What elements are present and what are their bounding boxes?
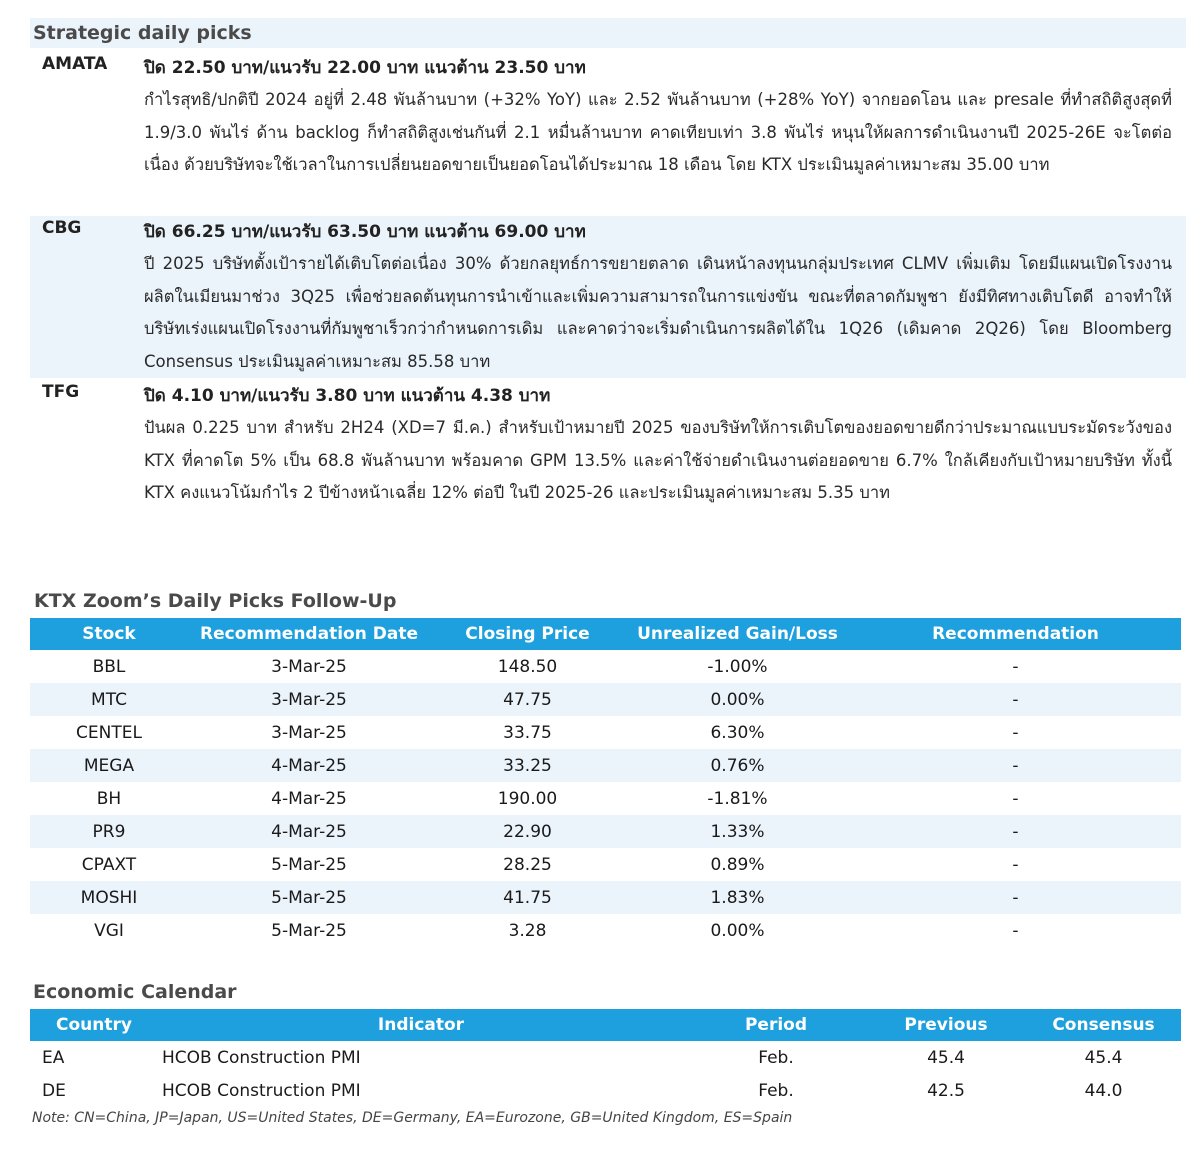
cell-price: 148.50 — [497, 656, 558, 677]
cell-date: 4-Mar-25 — [188, 749, 430, 782]
table-header-row — [30, 1009, 1181, 1041]
cell-gain-loss: -1.81% — [707, 788, 768, 809]
cell-recommendation: - — [1012, 854, 1019, 875]
cell-stock: VGI — [94, 920, 124, 941]
cell-stock: BH — [96, 788, 122, 809]
cell-recommendation: - — [1012, 920, 1019, 941]
cell-indicator: HCOB Construction PMI — [162, 1080, 361, 1101]
cell-previous: 45.4 — [927, 1047, 965, 1068]
pick-body: ปันผล 0.225 บาท สำหรับ 2H24 (XD=7 มี.ค.) สำหรับเป้าหมายปี 2025 ของบริษัทให้การเติบโตของยอดขายดีกว่าประมาณแบบระมัดระวังของ KTX ที่คาดโต 5% เป็น 68.8 พันล้านบาท พร้อมคาด GPM 13.5% และค่าใช้จ่ายดำเนินงานต่อยอดขาย 6.7% ใกล้เคียงกับเป้าหมายบริษัท ทั้งนี้ KTX คงแนวโน้มกำไร 2 ปีข้างหน้าเฉลี่ย 12% ต่อปี ในปี 2025-26 และประเมินมูลค่าเหมาะสม 5.35 บาท — [144, 418, 1172, 503]
pick-ticker: CBG — [42, 218, 82, 238]
table-row — [30, 683, 1181, 716]
table-header-row — [30, 618, 1181, 650]
calendar-title: Economic Calendar — [33, 981, 237, 1003]
col-header-recommendation: Recommendation — [850, 618, 1181, 650]
picks-section-title: Strategic daily picks — [30, 18, 1186, 48]
cell-price: 47.75 — [430, 683, 625, 716]
cell-gain-loss: 0.00% — [625, 683, 850, 716]
table-row — [30, 1041, 1181, 1074]
cell-stock: CPAXT — [81, 854, 137, 875]
cell-price: 41.75 — [430, 881, 625, 914]
cell-recommendation: - — [1012, 722, 1019, 743]
cell-indicator: HCOB Construction PMI — [162, 1047, 361, 1068]
cell-recommendation: - — [850, 683, 1181, 716]
footnote: Note: CN=China, JP=Japan, US=United States, DE=Germany, EA=Eurozone, GB=United Kingdom, ES=Spain — [32, 1110, 793, 1126]
pick-ticker: AMATA — [42, 54, 108, 74]
cell-stock: BBL — [92, 656, 126, 677]
table-row — [30, 1074, 1181, 1107]
cell-date: 4-Mar-25 — [188, 815, 430, 848]
table-row — [30, 914, 1181, 947]
cell-stock: MEGA — [30, 749, 188, 782]
table-row — [30, 716, 1181, 749]
col-header-indicator: Indicator — [156, 1009, 686, 1041]
cell-stock: PR9 — [30, 815, 188, 848]
calendar-table — [30, 1009, 1181, 1107]
cell-stock: MOSHI — [30, 881, 188, 914]
cell-date: 3-Mar-25 — [271, 722, 347, 743]
col-header-consensus: Consensus — [1026, 1009, 1181, 1041]
followup-table — [30, 618, 1181, 947]
cell-gain-loss: 1.33% — [625, 815, 850, 848]
col-header-previous: Previous — [866, 1009, 1026, 1041]
col-header-period: Period — [686, 1009, 866, 1041]
cell-gain-loss: 1.83% — [625, 881, 850, 914]
cell-recommendation: - — [1012, 788, 1019, 809]
cell-date: 3-Mar-25 — [188, 683, 430, 716]
cell-price: 33.75 — [503, 722, 552, 743]
cell-date: 3-Mar-25 — [271, 656, 347, 677]
table-row — [30, 815, 1181, 848]
cell-consensus: 45.4 — [1084, 1047, 1123, 1068]
cell-country: DE — [42, 1080, 66, 1101]
cell-recommendation: - — [850, 881, 1181, 914]
cell-gain-loss: 0.76% — [625, 749, 850, 782]
cell-price: 33.25 — [430, 749, 625, 782]
pick-headline: ปิด 4.10 บาท/แนวรับ 3.80 บาท แนวต้าน 4.38 บาท — [144, 386, 551, 406]
pick-cbg — [30, 216, 1186, 378]
pick-ticker: TFG — [42, 382, 80, 402]
cell-date: 5-Mar-25 — [188, 881, 430, 914]
col-header-recommendation-date: Recommendation Date — [188, 618, 430, 650]
table-row — [30, 881, 1181, 914]
table-row — [30, 650, 1181, 683]
table-row — [30, 848, 1181, 881]
pick-body: ปี 2025 บริษัทตั้งเป้ารายได้เติบโตต่อเนื่อง 30% ด้วยกลยุทธ์การขยายตลาด เดินหน้าลงทุนนกลุ่มประเทศ CLMV เพิ่มเติม โดยมีแผนเปิดโรงงานผลิตในเมียนมาช่วง 3Q25 เพื่อช่วยลดต้นทุนการนำเข้าและเพิ่มความสามารถในการแข่งขัน ขณะที่ตลาดกัมพูชา ยังมีทิศทางเติบโตดี อาจทำให้บริษัทเร่งแผนเปิดโรงงานที่กัมพูชาเร็วกว่ากำหนดการเดิม และคาดว่าจะเริ่มดำเนินการผลิตได้ใน 1Q26 (เดิมคาด 2Q26) โดย Bloomberg Consensus ประเมินมูลค่าเหมาะสม 85.58 บาท — [144, 254, 1172, 371]
cell-gain-loss: -1.00% — [707, 656, 768, 677]
pick-tfg — [30, 380, 1186, 545]
cell-period: Feb. — [758, 1080, 794, 1101]
cell-previous: 42.5 — [927, 1080, 965, 1101]
cell-recommendation: - — [850, 815, 1181, 848]
col-header-unrealized-gain-loss: Unrealized Gain/Loss — [625, 618, 850, 650]
cell-consensus: 44.0 — [1084, 1080, 1123, 1101]
cell-recommendation: - — [1012, 656, 1019, 677]
cell-country: EA — [42, 1047, 65, 1068]
cell-gain-loss: 6.30% — [710, 722, 765, 743]
cell-date: 5-Mar-25 — [271, 920, 347, 941]
table-row — [30, 749, 1181, 782]
cell-stock: MTC — [30, 683, 188, 716]
col-header-country: Country — [30, 1009, 156, 1041]
cell-period: Feb. — [758, 1047, 794, 1068]
cell-stock: CENTEL — [76, 722, 142, 743]
followup-title: KTX Zoom’s Daily Picks Follow-Up — [34, 590, 397, 612]
cell-gain-loss: 0.00% — [710, 920, 765, 941]
table-row — [30, 782, 1181, 815]
cell-gain-loss: 0.89% — [710, 854, 765, 875]
cell-price: 3.28 — [508, 920, 547, 941]
cell-date: 5-Mar-25 — [271, 854, 347, 875]
col-header-closing-price: Closing Price — [430, 618, 625, 650]
cell-price: 190.00 — [497, 788, 558, 809]
pick-amata — [30, 52, 1186, 214]
cell-price: 28.25 — [503, 854, 552, 875]
cell-date: 4-Mar-25 — [271, 788, 347, 809]
pick-headline: ปิด 22.50 บาท/แนวรับ 22.00 บาท แนวต้าน 23.50 บาท — [144, 58, 586, 78]
col-header-stock: Stock — [30, 618, 188, 650]
cell-recommendation: - — [850, 749, 1181, 782]
cell-price: 22.90 — [430, 815, 625, 848]
pick-body: กำไรสุทธิ/ปกติปี 2024 อยู่ที่ 2.48 พันล้านบาท (+32% YoY) และ 2.52 พันล้านบาท (+28% YoY) จากยอดโอน และ presale ที่ทำสถิติสูงสุดที่ 1.9/3.0 พันไร่ ด้าน backlog ก็ทำสถิติสูงเช่นกันที่ 2.1 หมื่นล้านบาท คาดเทียบเท่า 3.8 พันไร่ หนุนให้ผลการดำเนินงานปี 2025-26E จะโตต่อเนื่อง ด้วยบริษัทจะใช้เวลาในการเปลี่ยนยอดขายเป็นยอดโอนได้ประมาณ 18 เดือน โดย KTX ประเมินมูลค่าเหมาะสม 35.00 บาท — [144, 90, 1172, 175]
pick-headline: ปิด 66.25 บาท/แนวรับ 63.50 บาท แนวต้าน 69.00 บาท — [144, 222, 586, 242]
